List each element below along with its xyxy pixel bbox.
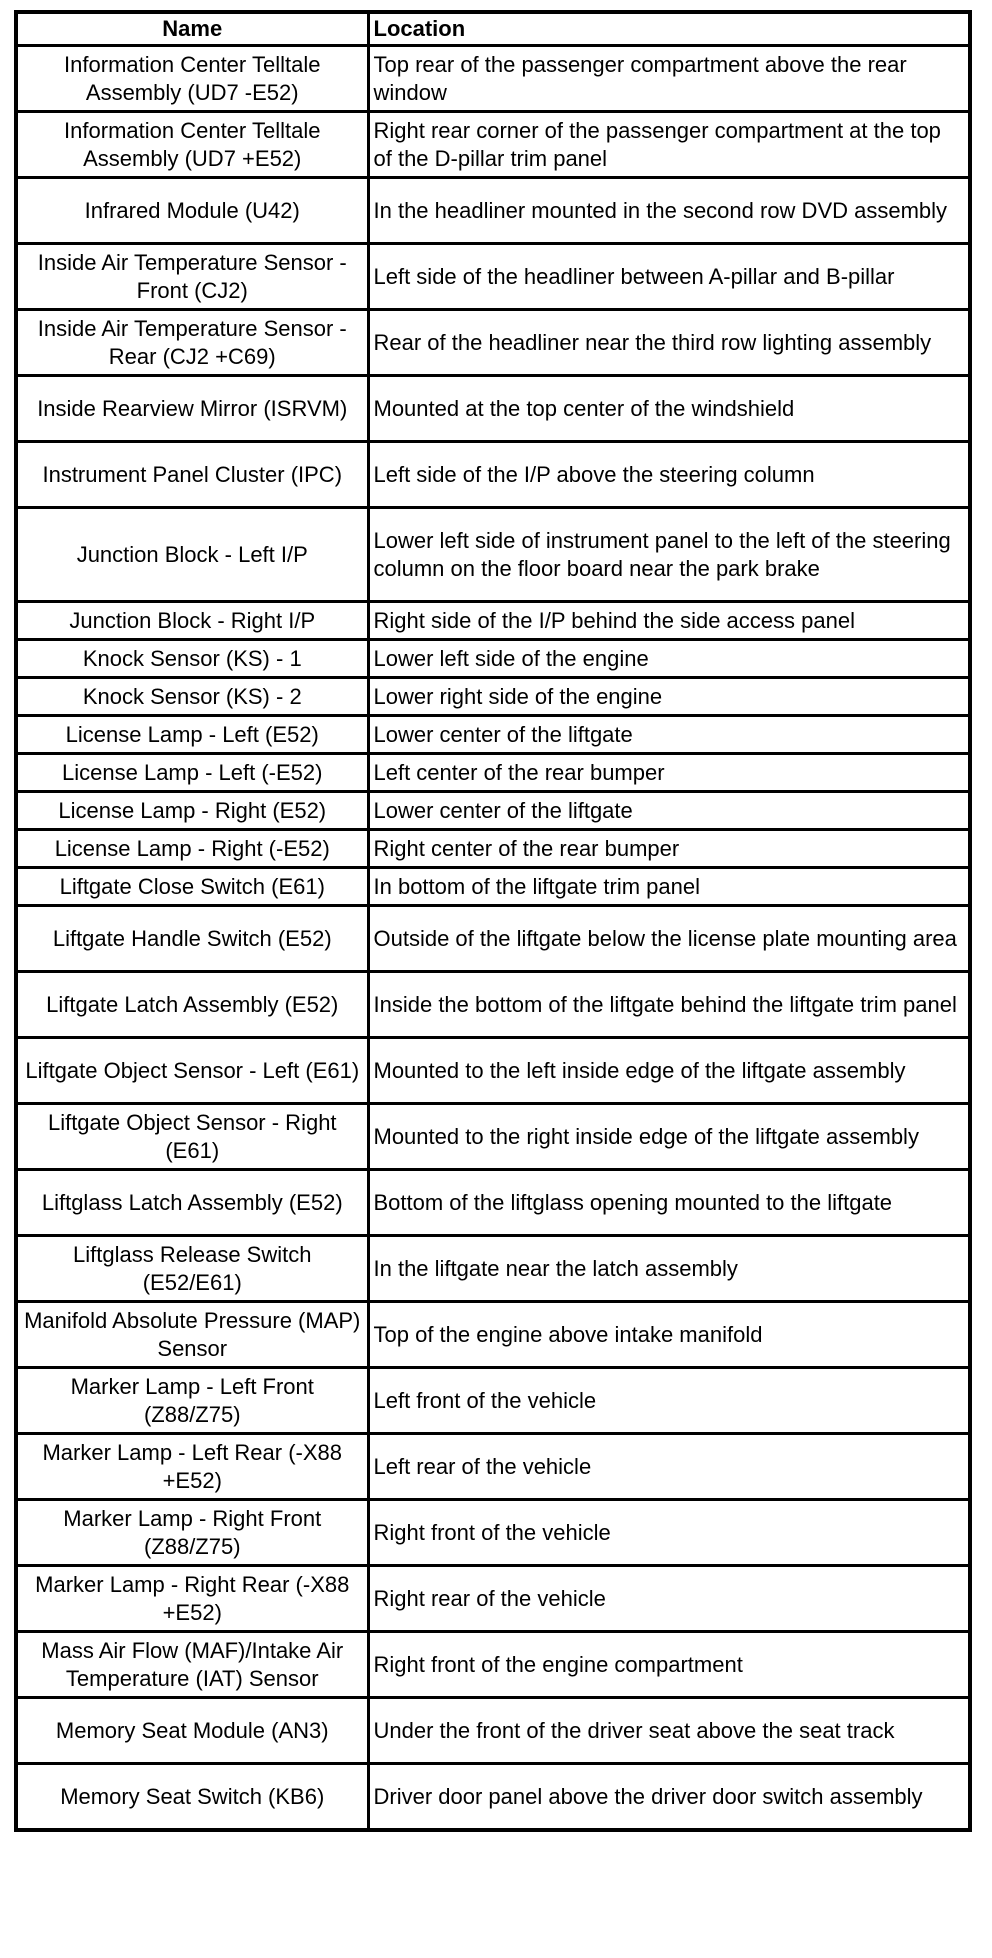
name-cell: License Lamp - Left (E52) <box>16 716 368 754</box>
name-column-header: Name <box>16 12 368 46</box>
location-cell: Top rear of the passenger compartment above the rear window <box>368 46 970 112</box>
location-cell: Mounted to the right inside edge of the liftgate assembly <box>368 1104 970 1170</box>
table-row <box>16 112 970 178</box>
name-cell: Junction Block - Right I/P <box>16 602 368 640</box>
name-cell: Instrument Panel Cluster (IPC) <box>16 442 368 508</box>
name-cell: Inside Rearview Mirror (ISRVM) <box>16 376 368 442</box>
table-row <box>16 310 970 376</box>
location-cell: Rear of the headliner near the third row lighting assembly <box>368 310 970 376</box>
location-cell: Right front of the vehicle <box>368 1500 970 1566</box>
location-cell: Right rear corner of the passenger compartment at the top of the D-pillar trim panel <box>368 112 970 178</box>
location-cell: Inside the bottom of the liftgate behind the liftgate trim panel <box>368 972 970 1038</box>
location-cell: Driver door panel above the driver door switch assembly <box>368 1764 970 1831</box>
location-column-header: Location <box>368 12 970 46</box>
name-cell: Junction Block - Left I/P <box>16 508 368 602</box>
table-row <box>16 640 970 678</box>
location-cell: Right rear of the vehicle <box>368 1566 970 1632</box>
name-cell: Knock Sensor (KS) - 1 <box>16 640 368 678</box>
name-cell: Information Center Telltale Assembly (UD7 +E52) <box>16 112 368 178</box>
table-row <box>16 868 970 906</box>
location-cell: Right side of the I/P behind the side access panel <box>368 602 970 640</box>
name-cell: Memory Seat Switch (KB6) <box>16 1764 368 1831</box>
location-cell: Left side of the headliner between A-pillar and B-pillar <box>368 244 970 310</box>
location-cell: Mounted at the top center of the windshield <box>368 376 970 442</box>
name-cell: Inside Air Temperature Sensor - Rear (CJ2 +C69) <box>16 310 368 376</box>
table-row <box>16 46 970 112</box>
location-cell: Under the front of the driver seat above the seat track <box>368 1698 970 1764</box>
table-row <box>16 1500 970 1566</box>
name-cell: Marker Lamp - Left Rear (-X88 +E52) <box>16 1434 368 1500</box>
location-cell: Top of the engine above intake manifold <box>368 1302 970 1368</box>
name-cell: Liftgate Close Switch (E61) <box>16 868 368 906</box>
table-row <box>16 716 970 754</box>
table-row <box>16 376 970 442</box>
location-cell: Left front of the vehicle <box>368 1368 970 1434</box>
location-cell: Lower right side of the engine <box>368 678 970 716</box>
table-row <box>16 1566 970 1632</box>
table-row <box>16 1104 970 1170</box>
name-cell: License Lamp - Right (-E52) <box>16 830 368 868</box>
location-cell: Outside of the liftgate below the license plate mounting area <box>368 906 970 972</box>
location-cell: Left rear of the vehicle <box>368 1434 970 1500</box>
location-cell: In the headliner mounted in the second row DVD assembly <box>368 178 970 244</box>
table-row <box>16 1302 970 1368</box>
table-row <box>16 1170 970 1236</box>
table-row <box>16 244 970 310</box>
name-cell: Marker Lamp - Right Rear (-X88 +E52) <box>16 1566 368 1632</box>
location-cell: Lower left side of the engine <box>368 640 970 678</box>
location-cell: Bottom of the liftglass opening mounted to the liftgate <box>368 1170 970 1236</box>
table-row <box>16 1236 970 1302</box>
table-row <box>16 442 970 508</box>
name-cell: License Lamp - Left (-E52) <box>16 754 368 792</box>
name-cell: Infrared Module (U42) <box>16 178 368 244</box>
location-cell: Right front of the engine compartment <box>368 1632 970 1698</box>
table-row <box>16 1368 970 1434</box>
table-row <box>16 792 970 830</box>
name-cell: Liftgate Object Sensor - Left (E61) <box>16 1038 368 1104</box>
table-row <box>16 1038 970 1104</box>
table-row <box>16 906 970 972</box>
name-cell: Liftgate Latch Assembly (E52) <box>16 972 368 1038</box>
table-row <box>16 830 970 868</box>
table-row <box>16 178 970 244</box>
table-row <box>16 1434 970 1500</box>
table-row <box>16 602 970 640</box>
name-cell: Mass Air Flow (MAF)/Intake Air Temperature (IAT) Sensor <box>16 1632 368 1698</box>
location-cell: In bottom of the liftgate trim panel <box>368 868 970 906</box>
name-cell: Liftgate Handle Switch (E52) <box>16 906 368 972</box>
component-location-table <box>14 10 972 1832</box>
name-cell: Marker Lamp - Left Front (Z88/Z75) <box>16 1368 368 1434</box>
name-cell: Knock Sensor (KS) - 2 <box>16 678 368 716</box>
name-cell: Memory Seat Module (AN3) <box>16 1698 368 1764</box>
location-cell: Left side of the I/P above the steering column <box>368 442 970 508</box>
header-row <box>16 12 970 46</box>
table-row <box>16 754 970 792</box>
name-cell: Information Center Telltale Assembly (UD7 -E52) <box>16 46 368 112</box>
name-cell: Liftglass Latch Assembly (E52) <box>16 1170 368 1236</box>
location-cell: Lower center of the liftgate <box>368 716 970 754</box>
table-row <box>16 972 970 1038</box>
name-cell: Inside Air Temperature Sensor - Front (CJ2) <box>16 244 368 310</box>
location-cell: Lower center of the liftgate <box>368 792 970 830</box>
name-cell: Manifold Absolute Pressure (MAP) Sensor <box>16 1302 368 1368</box>
table-row <box>16 1698 970 1764</box>
location-cell: Left center of the rear bumper <box>368 754 970 792</box>
location-cell: Right center of the rear bumper <box>368 830 970 868</box>
name-cell: Liftglass Release Switch (E52/E61) <box>16 1236 368 1302</box>
location-cell: In the liftgate near the latch assembly <box>368 1236 970 1302</box>
name-cell: Liftgate Object Sensor - Right (E61) <box>16 1104 368 1170</box>
location-cell: Lower left side of instrument panel to the left of the steering column on the floor board near the park brake <box>368 508 970 602</box>
table-row <box>16 1632 970 1698</box>
table-row <box>16 678 970 716</box>
table-row <box>16 1764 970 1831</box>
table-row <box>16 508 970 602</box>
name-cell: Marker Lamp - Right Front (Z88/Z75) <box>16 1500 368 1566</box>
location-cell: Mounted to the left inside edge of the liftgate assembly <box>368 1038 970 1104</box>
name-cell: License Lamp - Right (E52) <box>16 792 368 830</box>
